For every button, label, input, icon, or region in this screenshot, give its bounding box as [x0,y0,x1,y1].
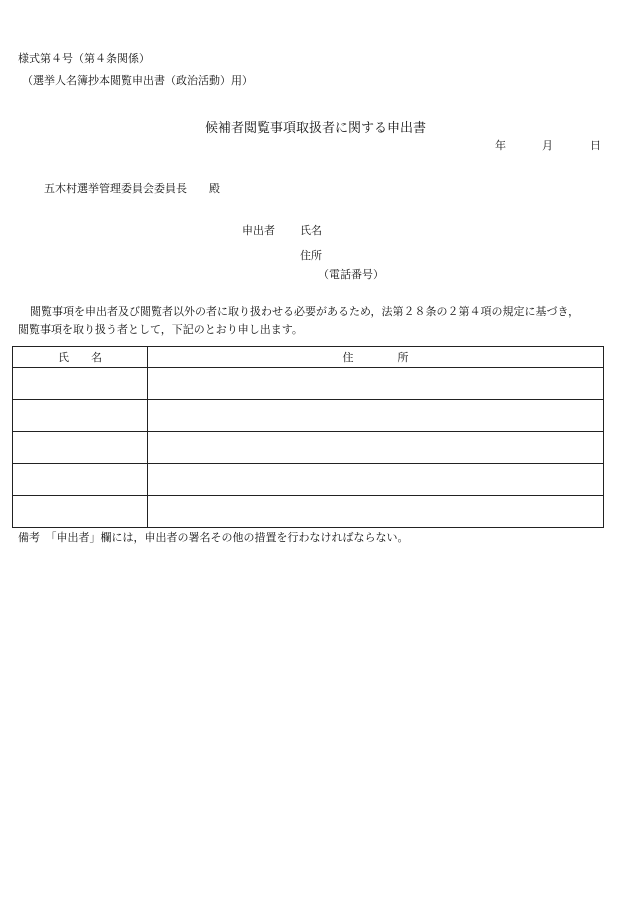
remarks-note: 備考 「申出者」欄には，申出者の署名その他の措置を行わなければならない。 [18,531,409,544]
date-day: 日 [590,139,601,152]
address-cell[interactable] [148,464,604,496]
name-cell[interactable] [13,368,148,400]
name-cell[interactable] [13,464,148,496]
applicant-phone-label: （電話番号） [318,268,384,281]
table-row [13,368,604,400]
table-row [13,400,604,432]
address-cell[interactable] [148,432,604,464]
applicant-label: 申出者 [242,224,275,237]
applicant-name-label: 氏名 [300,224,322,237]
date-year: 年 [495,139,506,152]
form-number: 様式第４号（第４条関係） [18,52,150,65]
name-cell[interactable] [13,400,148,432]
header-name: 氏 名 [13,347,148,368]
body-text-line2: 閲覧事項を取り扱う者として，下記のとおり申し出ます。 [18,323,303,336]
form-subtitle: （選挙人名簿抄本閲覧申出書（政治活動）用） [22,74,253,87]
address-cell[interactable] [148,368,604,400]
table-row [13,464,604,496]
date-month: 月 [542,139,553,152]
address-cell[interactable] [148,496,604,528]
name-cell[interactable] [13,496,148,528]
body-text-line1: 閲覧事項を申出者及び閲覧者以外の者に取り扱わせる必要があるため，法第２８条の２第４項の規定に基づき， [30,305,580,318]
table-header-row [13,347,604,368]
page-title: 候補者閲覧事項取扱者に関する申出書 [205,121,427,136]
name-cell[interactable] [13,432,148,464]
table-row [13,432,604,464]
addressee: 五木村選挙管理委員会委員長 殿 [44,182,220,195]
applicant-address-label: 住所 [300,249,322,262]
header-address: 住 所 [148,347,604,368]
table-row [13,496,604,528]
address-cell[interactable] [148,400,604,432]
handlers-table [12,346,604,528]
